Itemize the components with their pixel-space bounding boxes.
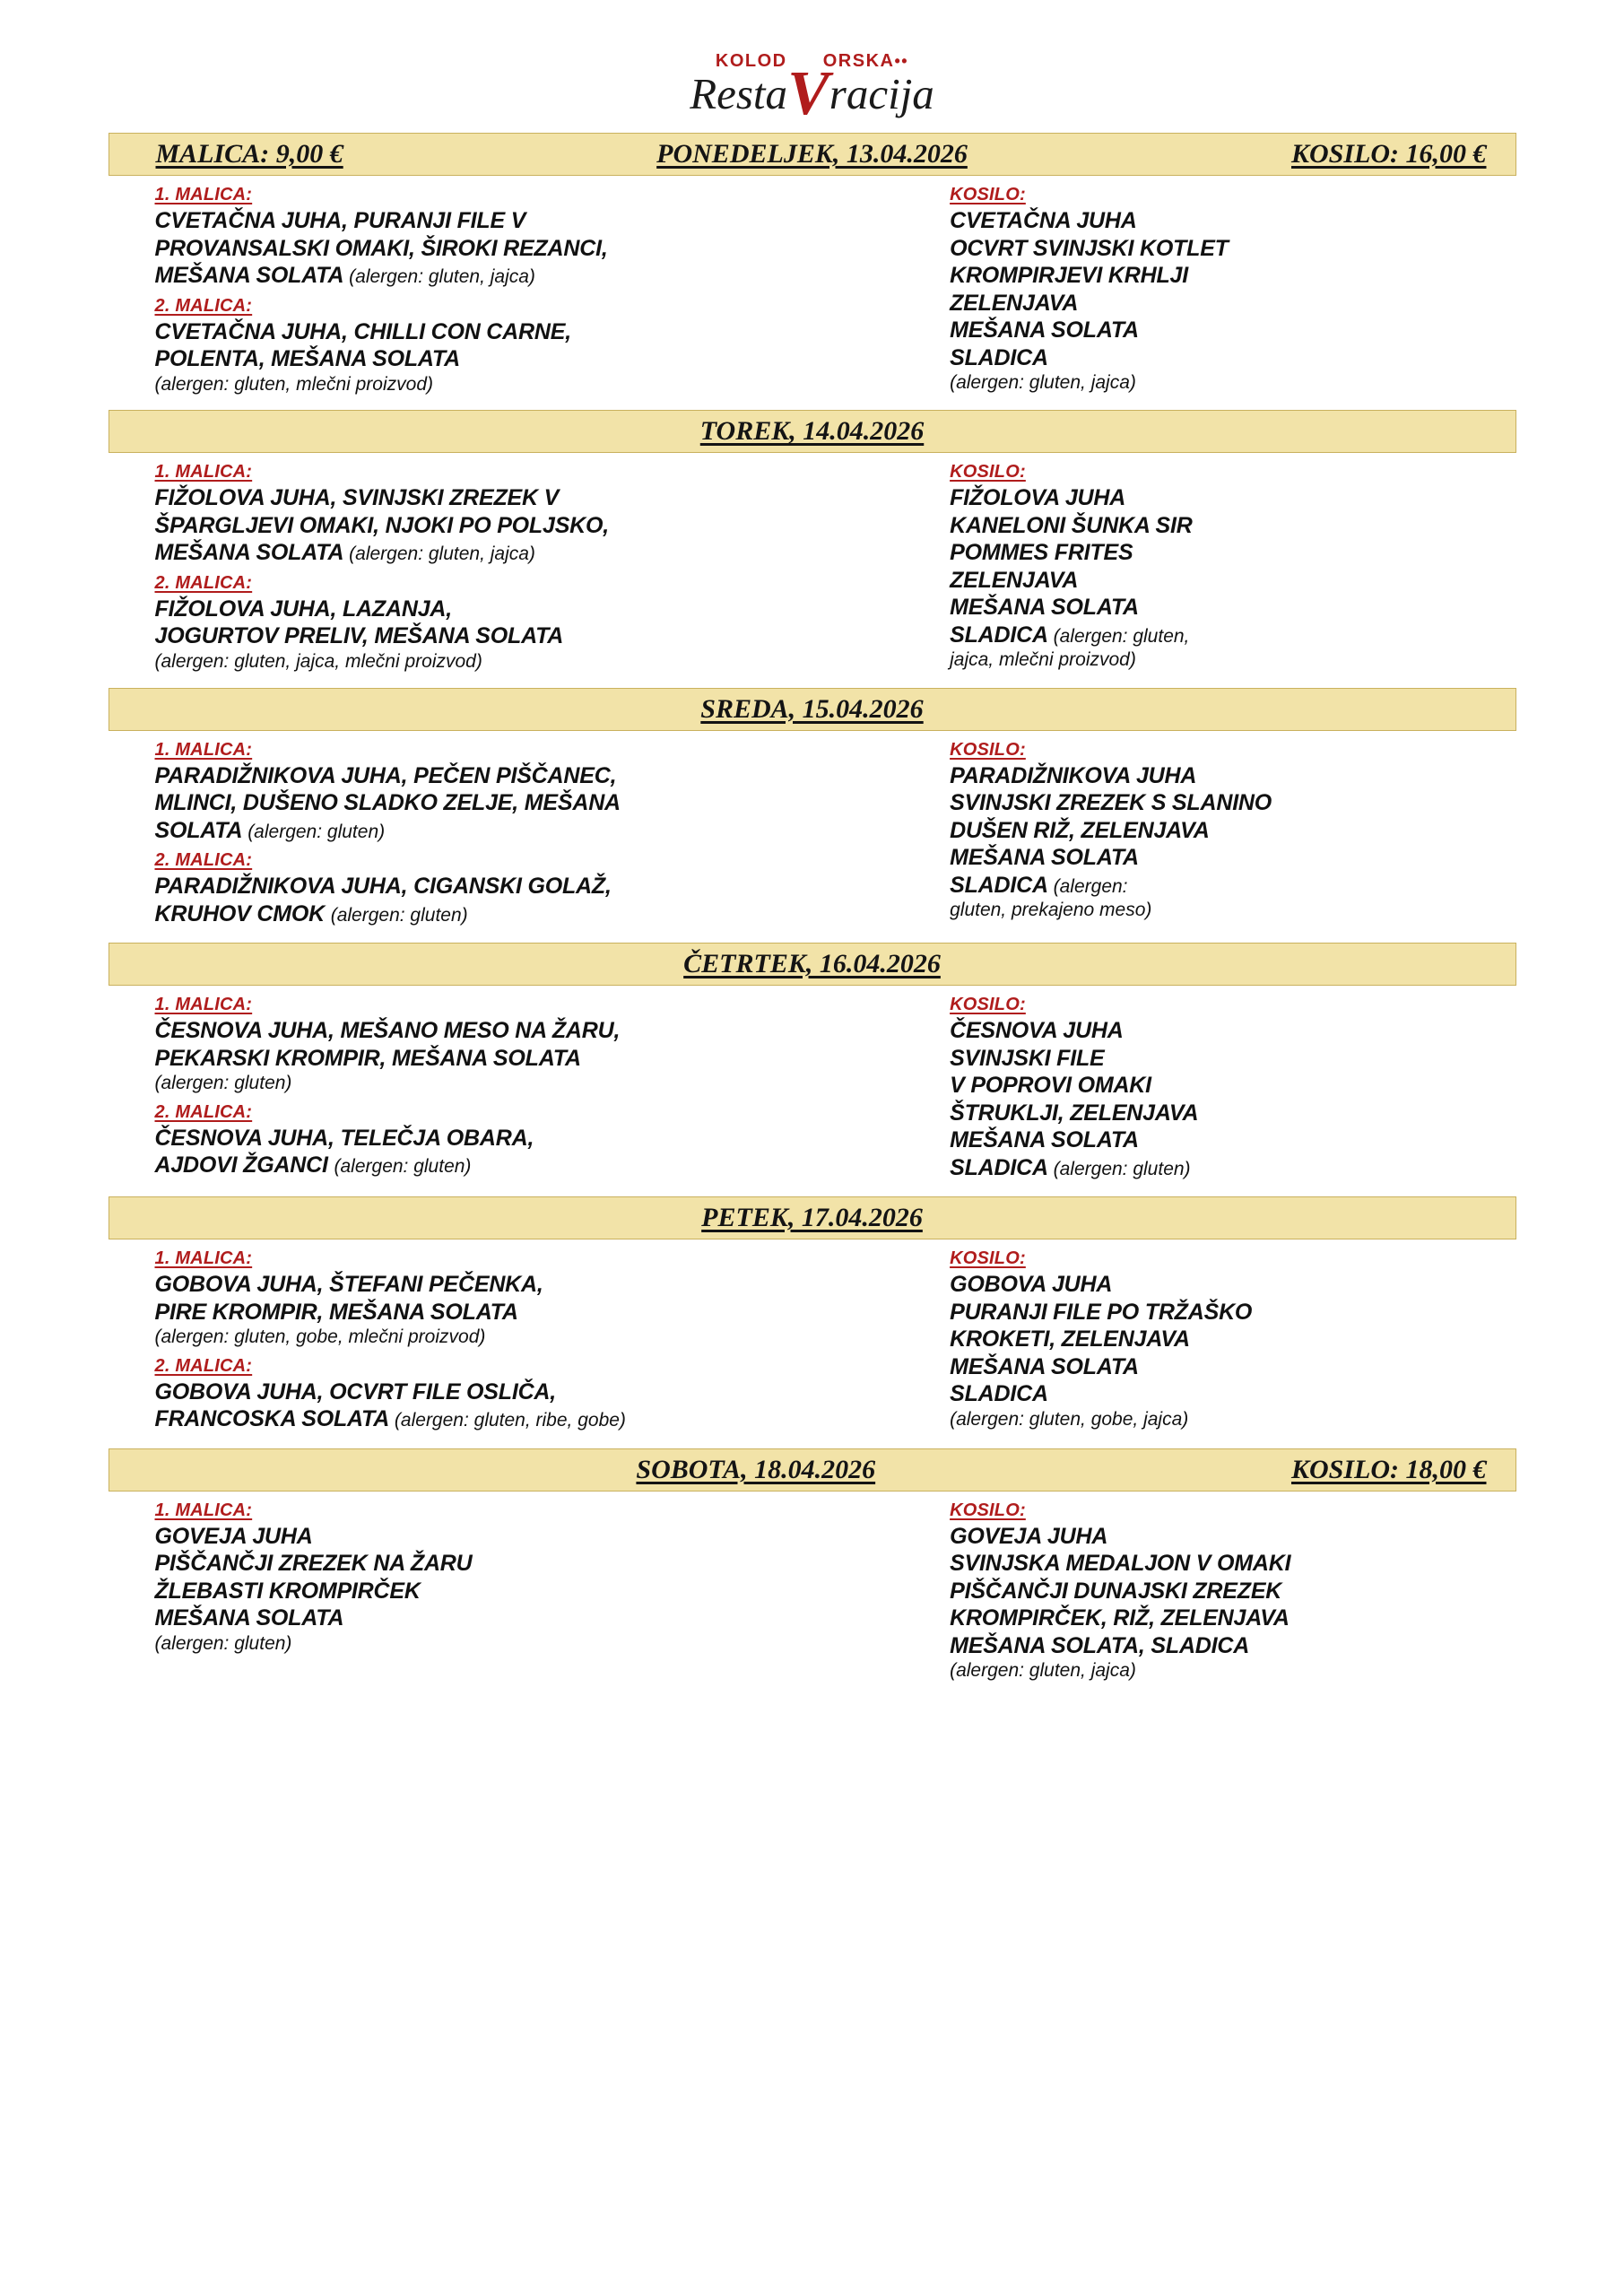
menu-line: ZELENJAVA [950,567,1079,593]
day-body-friday [109,1239,1516,1443]
menu-line: ŽLEBASTI KROMPIRČEK [154,1578,421,1604]
malica1-label: 1. MALICA: [154,462,253,483]
menu-line: ŠTRUKLJI, ZELENJAVA [950,1100,1199,1126]
kosilo-label: KOSILO: [950,995,1026,1015]
malica2-label: 2. MALICA: [154,1101,253,1122]
allergen-note: (alergen: gluten) [248,821,386,842]
menu-line [155,1406,916,1432]
menu-line-text: FRANCOSKA SOLATA [154,1406,389,1432]
menu-line: OCVRT SVINJSKI KOTLET [950,235,1229,261]
logo-dots: •• [894,52,909,70]
menu-line: MEŠANA SOLATA [950,317,1139,343]
day-body-monday [109,176,1516,404]
malica1-label: 1. MALICA: [154,739,253,760]
logo-main-left: Resta [690,69,788,118]
day-header-friday [109,1196,1516,1239]
malica1-label: 1. MALICA: [154,1500,253,1520]
allergen-note: (alergen: gluten) [330,904,468,926]
day-title-saturday: SOBOTA, 18.04.2026 [636,1454,876,1484]
weekly-menu [109,133,1516,1692]
malica-price-label: MALICA: 9,00 € [155,139,343,169]
kosilo-column-monday [925,183,1515,396]
menu-line: ZELENJAVA [950,290,1079,316]
kosilo-column-wednesday [925,738,1515,929]
menu-line-text: SLADICA [950,872,1047,898]
malica-column-monday [109,183,925,396]
menu-line-text: KRUHOV CMOK [154,900,325,926]
day-header-tuesday [109,410,1516,453]
allergen-note: (alergen: gluten) [334,1156,472,1178]
allergen-note: (alergen: gluten, gobe, jajca) [950,1408,1189,1430]
day-header-wednesday [109,688,1516,731]
day-header-monday [109,133,1516,176]
allergen-note: (alergen: gluten, [1053,625,1190,647]
kosilo-label: KOSILO: [950,1500,1026,1520]
allergen-note: (alergen: gluten, jajca) [349,266,535,287]
allergen-note: (alergen: gluten, jajca) [349,544,535,565]
day-title-thursday: ČETRTEK, 16.04.2026 [683,949,941,979]
menu-line: FIŽOLOVA JUHA, SVINJSKI ZREZEK V [154,485,560,511]
menu-line [950,622,1507,648]
day-body-wednesday [109,731,1516,938]
menu-line: JOGURTOV PRELIV, MEŠANA SOLATA [154,623,564,649]
menu-line: GOVEJA JUHA [154,1523,313,1549]
menu-line [155,540,916,566]
allergen-note: (alergen: gluten) [1053,1158,1191,1179]
kosilo-label: KOSILO: [950,1248,1026,1269]
day-title-wednesday: SREDA, 15.04.2026 [700,693,924,724]
menu-line: MEŠANA SOLATA [950,595,1139,621]
menu-line-text: MEŠANA SOLATA [154,263,343,288]
menu-line: CVETAČNA JUHA, PURANJI FILE V [154,208,526,233]
malica-column-wednesday [109,738,925,929]
menu-line: GOBOVA JUHA [950,1272,1113,1298]
menu-line-text: SLADICA [950,1154,1047,1180]
logo-top-right: ORSKA [822,51,895,71]
malica1-label: 1. MALICA: [154,1248,253,1269]
menu-line-text: AJDOVI ŽGANCI [154,1152,328,1178]
day-title-monday: PONEDELJEK, 13.04.2026 [656,139,968,169]
menu-line [155,1152,916,1178]
malica2-label: 2. MALICA: [154,572,253,593]
menu-line: SLADICA [950,1381,1048,1407]
malica-column-thursday [109,993,925,1182]
day-body-saturday [109,1492,1516,1692]
menu-line [155,818,916,844]
menu-line: KROMPIRČEK, RIŽ, ZELENJAVA [950,1605,1290,1631]
menu-line: ČESNOVA JUHA, TELEČJA OBARA, [154,1125,534,1151]
allergen-note: (alergen: gluten, jajca) [950,372,1136,393]
menu-line: CVETAČNA JUHA, CHILLI CON CARNE, [154,318,571,344]
day-header-saturday [109,1448,1516,1492]
malica2-label: 2. MALICA: [154,850,253,871]
menu-line: PARADIŽNIKOVA JUHA, PEČEN PIŠČANEC, [154,762,617,788]
menu-line: GOBOVA JUHA, OCVRT FILE OSLIČA, [154,1378,557,1405]
allergen-note: (alergen: gluten, jajca, mlečni proizvod) [154,650,482,672]
logo-top-left: KOLOD [715,51,787,71]
malica2-label: 2. MALICA: [154,295,253,316]
menu-line: SVINJSKA MEDALJON V OMAKI [950,1551,1291,1577]
menu-line [950,873,1507,899]
menu-line: CVETAČNA JUHA [950,208,1137,233]
menu-line-text: MEŠANA SOLATA [154,540,343,566]
menu-line: PARADIŽNIKOVA JUHA [950,762,1197,788]
menu-line: GOBOVA JUHA, ŠTEFANI PEČENKA, [154,1272,543,1298]
menu-line [950,1155,1507,1181]
menu-line: KROMPIRJEVI KRHLJI [950,263,1188,288]
kosilo-column-thursday [925,993,1515,1182]
menu-line: FIŽOLOVA JUHA [950,485,1126,511]
menu-line: PURANJI FILE PO TRŽAŠKO [950,1299,1253,1325]
menu-line: SVINJSKI ZREZEK S SLANINO [950,790,1272,816]
day-body-tuesday [109,453,1516,682]
allergen-note: gluten, prekajeno meso) [950,900,1152,921]
allergen-note: (alergen: [1053,875,1128,897]
menu-line: PIŠČANČJI ZREZEK NA ŽARU [154,1551,473,1577]
menu-line: POLENTA, MEŠANA SOLATA [154,346,460,371]
menu-line: V POPROVI OMAKI [950,1073,1151,1099]
menu-line: ČESNOVA JUHA, MEŠANO MESO NA ŽARU, [154,1018,621,1044]
menu-line: PARADIŽNIKOVA JUHA, CIGANSKI GOLAŽ, [154,874,612,900]
menu-line: SLADICA [950,344,1048,370]
kosilo-column-friday [925,1247,1515,1434]
malica-column-saturday [109,1499,925,1683]
menu-line: MEŠANA SOLATA, SLADICA [950,1632,1250,1658]
allergen-note: (alergen: gluten, ribe, gobe) [394,1410,626,1431]
menu-line: FIŽOLOVA JUHA, LAZANJA, [154,596,453,622]
menu-line: PIŠČANČJI DUNAJSKI ZREZEK [950,1578,1282,1604]
kosilo-price-label-saturday: KOSILO: 18,00 € [1290,1454,1487,1484]
menu-line: PEKARSKI KROMPIR, MEŠANA SOLATA [154,1045,581,1071]
menu-line-text: SLADICA [950,622,1047,648]
menu-line [155,901,916,927]
logo-main-right: racija [829,69,934,118]
menu-line: DUŠEN RIŽ, ZELENJAVA [950,817,1210,843]
malica1-label: 1. MALICA: [154,995,253,1015]
menu-line: MEŠANA SOLATA [950,1353,1139,1379]
allergen-note: jajca, mlečni proizvod) [950,649,1136,671]
malica2-label: 2. MALICA: [154,1355,253,1376]
restaurant-logo [0,0,1624,133]
menu-line: MEŠANA SOLATA [950,1127,1139,1153]
menu-line: MEŠANA SOLATA [950,845,1139,871]
menu-line-text: SOLATA [154,817,242,843]
kosilo-label: KOSILO: [950,739,1026,760]
menu-line: POMMES FRITES [950,540,1133,566]
kosilo-column-tuesday [925,460,1515,673]
kosilo-label: KOSILO: [950,462,1026,483]
menu-line: KANELONI ŠUNKA SIR [950,512,1193,538]
logo-letter-v: V [787,59,829,128]
kosilo-label: KOSILO: [950,185,1026,204]
logo-graphic [690,39,934,128]
kosilo-column-saturday [925,1499,1515,1683]
malica-column-tuesday [109,460,925,673]
day-title-friday: PETEK, 17.04.2026 [701,1203,923,1233]
day-body-thursday [109,986,1516,1191]
menu-line: PIRE KROMPIR, MEŠANA SOLATA [154,1299,518,1325]
menu-line: ČESNOVA JUHA [950,1018,1124,1044]
menu-line: GOVEJA JUHA [950,1523,1108,1549]
day-header-thursday [109,943,1516,986]
allergen-note: (alergen: gluten) [154,1073,292,1094]
allergen-note: (alergen: gluten) [154,1632,292,1654]
menu-line [155,263,916,289]
menu-line: KROKETI, ZELENJAVA [950,1326,1190,1352]
menu-line: PROVANSALSKI OMAKI, ŠIROKI REZANCI, [154,235,608,261]
allergen-note: (alergen: gluten, jajca) [950,1660,1136,1682]
malica-column-friday [109,1247,925,1434]
kosilo-price-label: KOSILO: 16,00 € [1290,139,1487,169]
menu-line: MEŠANA SOLATA [154,1605,344,1631]
menu-line: SVINJSKI FILE [950,1045,1105,1071]
allergen-note: (alergen: gluten, gobe, mlečni proizvod) [154,1326,486,1348]
menu-line: ŠPARGLJEVI OMAKI, NJOKI PO POLJSKO, [154,512,610,538]
malica1-label: 1. MALICA: [154,185,253,204]
allergen-note: (alergen: gluten, mlečni proizvod) [154,373,433,395]
day-title-tuesday: TOREK, 14.04.2026 [699,416,925,447]
menu-line: MLINCI, DUŠENO SLADKO ZELJE, MEŠANA [154,790,621,816]
